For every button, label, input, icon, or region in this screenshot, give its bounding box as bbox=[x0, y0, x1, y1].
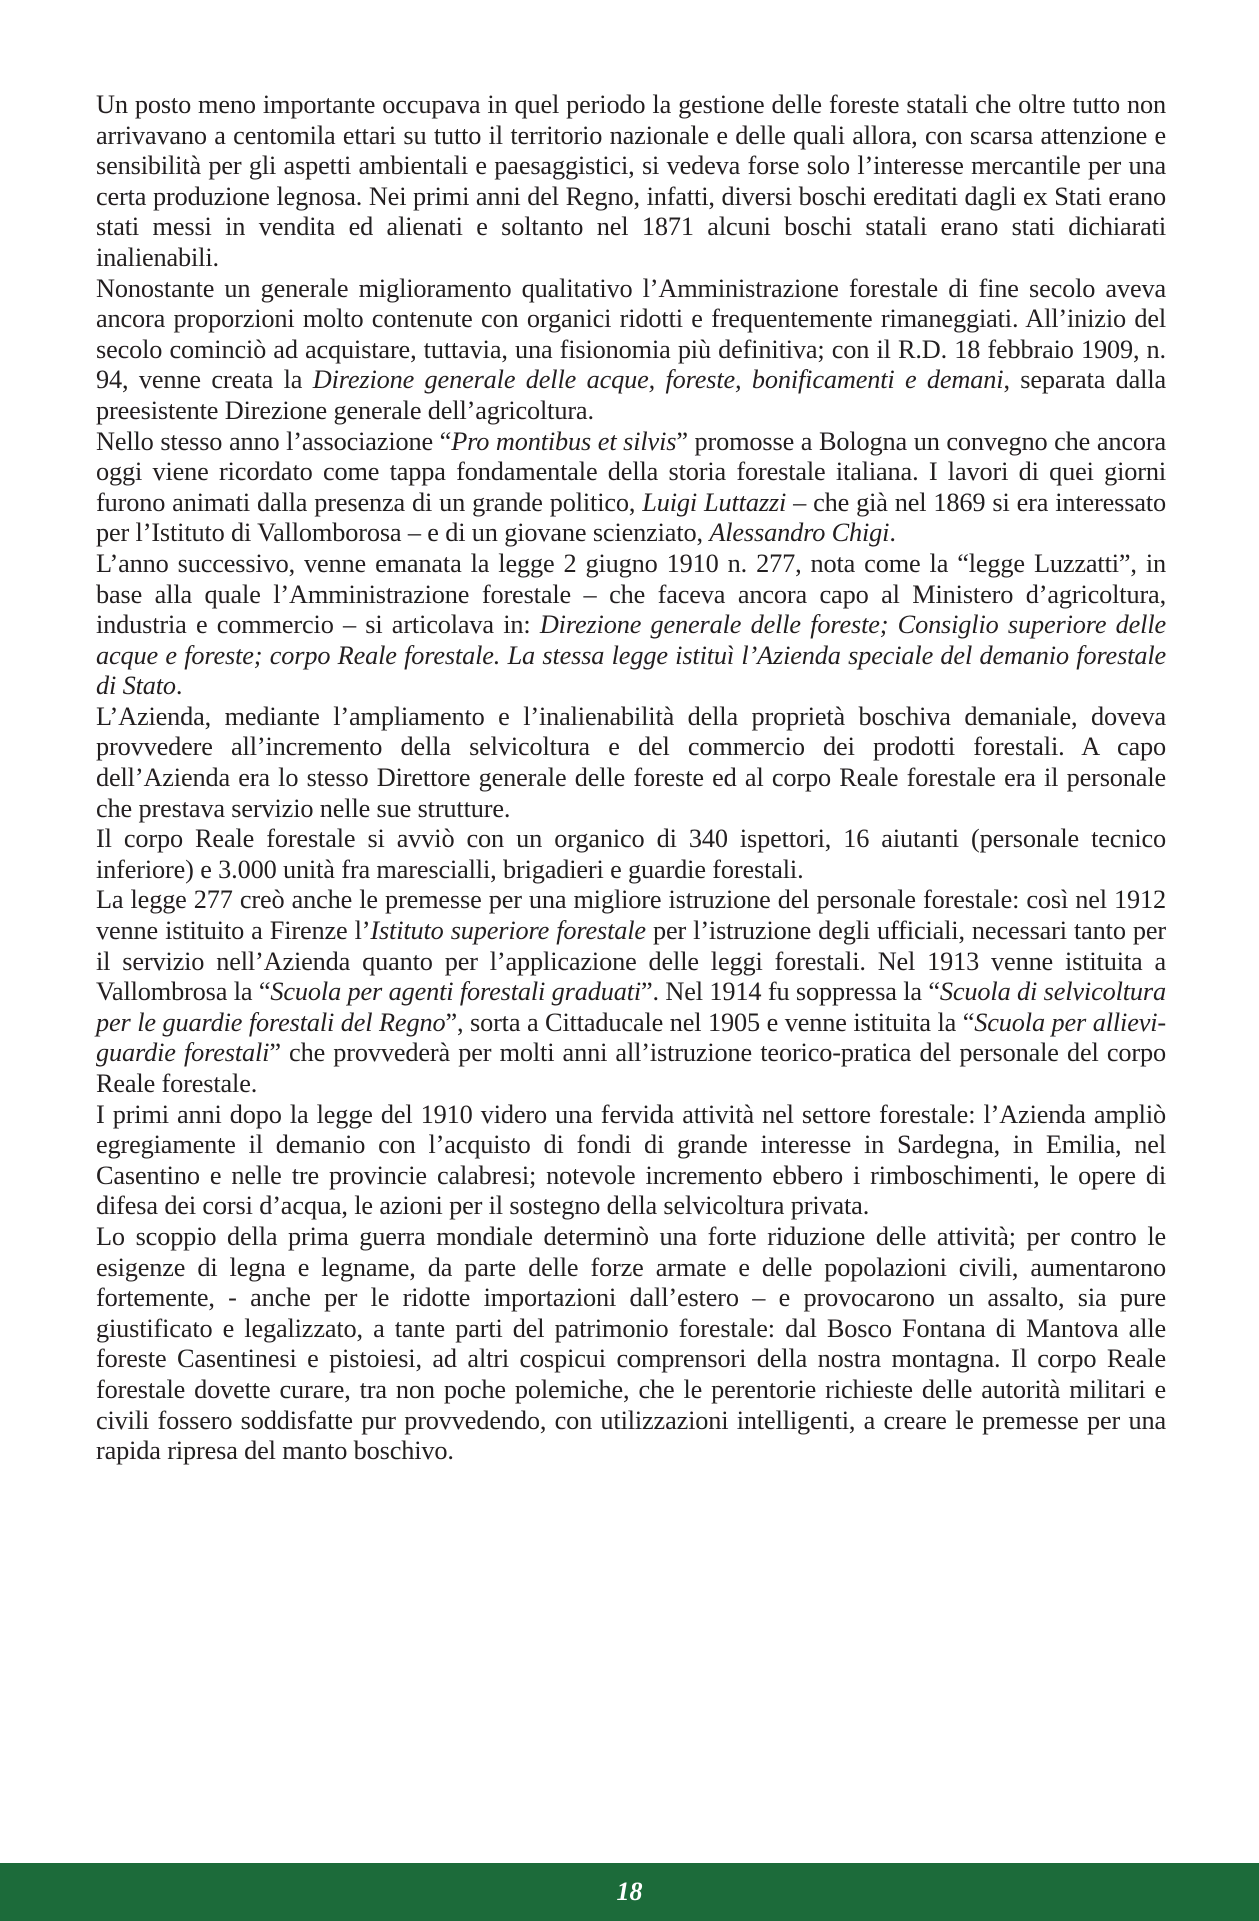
text-run: Lo scoppio della prima guerra mondiale determinò una forte riduzione delle attività; per contro le esigenze di legna e legname, da parte delle forze armate e delle popolazioni civili, aumentarono fortemente, - anche per le ridotte importazioni dall’estero – e provocarono un assalto, sia pure giustificato e legalizzato, a tante parti del patrimonio forestale: dal Bosco Fontana di Mantova alle foreste Casentinesi e pistoiesi, ad altri cospicui comprensori della nostra montagna. Il corpo Reale forestale dovette curare, tra non poche polemiche, che le perentorie richieste delle autorità militari e civili fossero soddisfatte pur provvedendo, con utilizzazioni intelligenti, a creare le premesse per una rapida ripresa del manto boschivo. bbox=[96, 1221, 1166, 1466]
text-run: Il corpo Reale forestale si avviò con un organico di 340 ispettori, 16 aiutanti (personale tecnico inferiore) e 3.000 unità fra marescialli, brigadieri e guardie forestali. bbox=[96, 824, 1166, 884]
italic-run: Alessandro Chigi bbox=[709, 518, 890, 548]
paragraph bbox=[96, 274, 1166, 427]
text-run: ” promosse a Bologna un convegno che ancora oggi viene ricordato come tappa fondamentale della storia forestale italiana. I lavori di quei giorni furono animati dalla presenza di un grande politico, bbox=[96, 426, 1167, 517]
text-run: Nonostante un generale miglioramento qualitativo l’Amministrazione forestale di fine secolo aveva ancora proporzioni molto contenute con organici ridotti e frequentemente rimaneggiati. All’inizio del secolo cominciò ad acquistare, tuttavia, una fisionomia più definitiva; con il R.D. 18 febbraio 1909, n. 94, venne creata la bbox=[96, 273, 1166, 395]
body-text bbox=[96, 90, 1166, 1467]
paragraph bbox=[96, 549, 1166, 702]
paragraph bbox=[96, 90, 1166, 274]
paragraph bbox=[96, 885, 1166, 1099]
italic-run: Direzione generale delle acque, foreste, bonificamenti e demani bbox=[312, 365, 1004, 395]
footer-bar bbox=[0, 1863, 1259, 1921]
paragraph bbox=[96, 427, 1166, 549]
italic-run: Luigi Luttazzi bbox=[642, 487, 787, 517]
text-run: ”, sorta a Cittaducale nel 1905 e venne istituita la “ bbox=[445, 1007, 975, 1037]
italic-run: Istituto superiore forestale bbox=[370, 916, 646, 946]
text-run: . bbox=[175, 671, 183, 701]
text-run: Un posto meno importante occupava in quel periodo la gestione delle foreste statali che oltre tutto non arrivavano a centomila ettari su tutto il territorio nazionale e delle quali allora, con scarsa attenzione e sensibilità per gli aspetti ambientali e paesaggistici, si vedeva forse solo l’interesse mercantile per una certa produzione legnosa. Nei primi anni del Regno, infatti, diversi boschi ereditati dagli ex Stati erano stati messi in vendita ed alienati e soltanto nel 1871 alcuni boschi statali erano stati dichiarati inalienabili. bbox=[96, 90, 1166, 272]
paragraph bbox=[96, 824, 1166, 885]
text-run: . bbox=[889, 518, 896, 548]
italic-run: Pro montibus et silvis bbox=[451, 426, 677, 456]
text-run: – che già nel 1869 si era interessato per l’Istituto di Vallomborosa – e di un giovane scienziato, bbox=[96, 487, 1166, 548]
italic-run: Scuola di selvicoltura per le guardie forestali del Regno bbox=[96, 977, 1166, 1037]
text-run: I primi anni dopo la legge del 1910 videro una fervida attività nel settore forestale: l’Azienda ampliò egregiamente il demanio con l’acquisto di fondi di grande interesse in Sardegna, in Emilia, nel Casentino e nelle tre provincie calabresi; notevole incremento ebbero i rimboschimenti, le opere di difesa dei corsi d’acqua, le azioni per il sostegno della selvicoltura privata. bbox=[96, 1099, 1166, 1221]
italic-run: Direzione generale delle foreste; Consiglio superiore delle acque e foreste; corpo Reale forestale. La stessa legge istituì l’Azienda speciale del demanio forestale di Stato bbox=[96, 610, 1167, 701]
text-run: ”. Nel 1914 fu soppressa la “ bbox=[641, 977, 940, 1007]
text-run: L’anno successivo, venne emanata la legge 2 giugno 1910 n. 277, nota come la “legge Luzzatti”, in base alla quale l’Amministrazione forestale – che faceva ancora capo al Ministero d’agricoltura, industria e commercio – si articolava in: bbox=[96, 548, 1166, 640]
page-number: 18 bbox=[616, 1877, 643, 1906]
paragraph bbox=[96, 702, 1166, 824]
text-run: Nello stesso anno l’associazione “ bbox=[96, 426, 452, 456]
paragraph bbox=[96, 1222, 1166, 1467]
italic-run: Scuola per agenti forestali graduati bbox=[270, 977, 642, 1007]
text-run: per l’istruzione degli ufficiali, necessari tanto per il servizio nell’Azienda quanto per l’applicazione delle leggi forestali. Nel 1913 venne istituita a Vallombrosa la “ bbox=[96, 916, 1166, 1007]
text-run: ” che provvederà per molti anni all’istruzione teorico-pratica del personale del corpo Reale forestale. bbox=[96, 1038, 1167, 1098]
text-run: L’Azienda, mediante l’ampliamento e l’inalienabilità della proprietà boschiva demaniale, doveva provvedere all’incremento della selvicoltura e del commercio dei prodotti forestali. A capo dell’Azienda era lo stesso Direttore generale delle foreste ed al corpo Reale forestale era il personale che prestava servizio nelle sue strutture. bbox=[96, 701, 1166, 823]
text-run: , separata dalla preesistente Direzione generale dell’agricoltura. bbox=[96, 365, 1167, 425]
paragraph bbox=[96, 1100, 1166, 1222]
italic-run: Scuola per allievi-guardie forestali bbox=[96, 1007, 1166, 1068]
text-run: La legge 277 creò anche le premesse per una migliore istruzione del personale forestale: così nel 1912 venne istituito a Firenze l’ bbox=[96, 885, 1166, 946]
